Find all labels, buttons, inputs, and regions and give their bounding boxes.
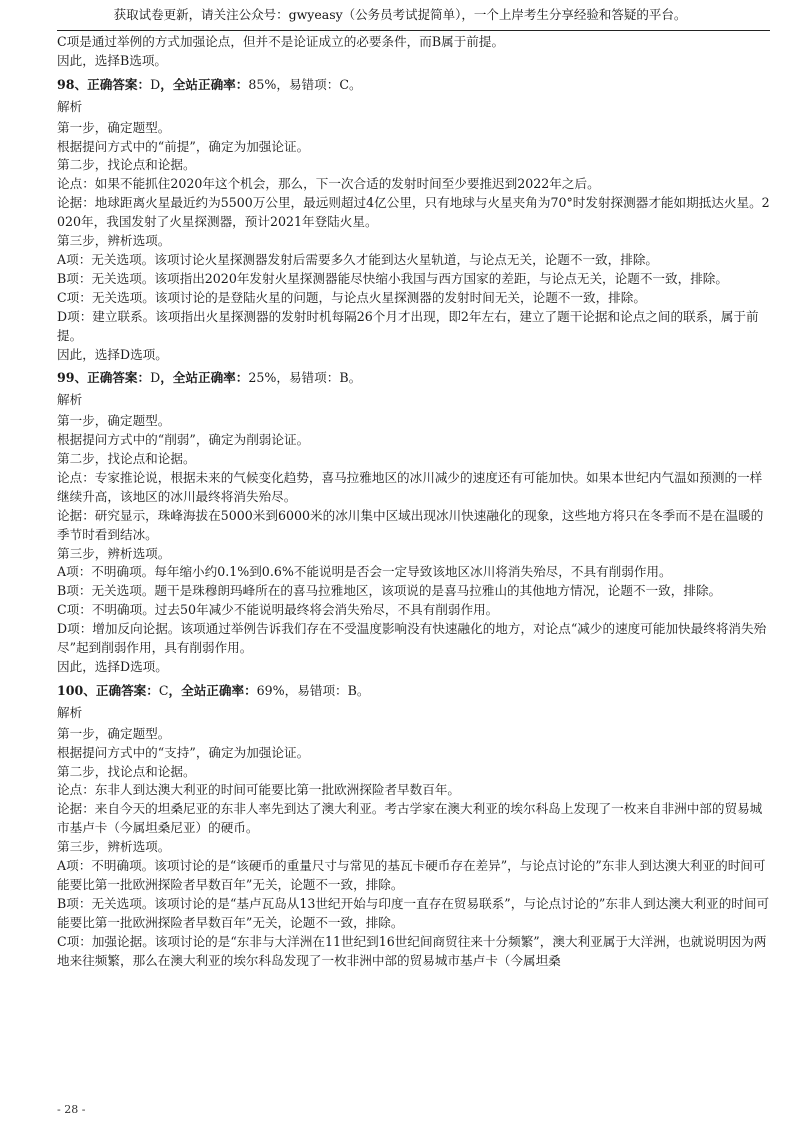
analysis-line: C项：无关选项。该项讨论的是登陆火星的问题，与论点火星探测器的发射时间无关，论题不一致，排除。 [57, 289, 646, 305]
intro-line: C项是通过举例的方式加强论点，但并不是论证成立的必要条件，而B属于前提。 [57, 34, 505, 49]
analysis-line: 因此，选择D选项。 [57, 659, 168, 674]
wrong-option: ，易错项：C。 [276, 76, 362, 92]
answer-label: 100、正确答案： [57, 682, 159, 698]
analysis-line: 第三步，辨析选项。 [57, 233, 171, 249]
answer-label: 99、正确答案： [57, 370, 151, 386]
analysis-line: 第二步，找论点和论据。 [57, 451, 196, 467]
analysis-line: 第一步，确定题型。 [57, 119, 171, 135]
analysis-line: 根据提问方式中的“支持”，确定为加强论证。 [57, 744, 310, 760]
analysis-line: 论据：研究显示，珠峰海拔在5000米到6000米的冰川集中区域出现冰川快速融化的现象，这些地方将只在冬季而不是在温暖的季节时看到结冰。 [57, 507, 764, 542]
rate-label: ，全站正确率： [160, 370, 249, 386]
analysis-line: C项：不明确项。过去50年减少不能说明最终将会消失殆尽，不具有削弱作用。 [57, 602, 499, 618]
analysis-line: D项：建立联系。该项指出火星探测器的发射时机每隔26个月才出现，即2年左右，建立了题干论据和论点之间的联系，属于前提。 [57, 308, 759, 343]
analysis-line: 因此，选择D选项。 [57, 346, 168, 362]
analysis-line: 第一步，确定题型。 [57, 725, 171, 741]
question-98-header [57, 76, 770, 95]
rate-value: 69% [256, 682, 285, 698]
question-99-header [57, 369, 770, 388]
analysis-line: 论点：如果不能抓住2020年这个机会，那么，下一次合适的发射时间至少要推迟到2022年之后。 [57, 176, 600, 192]
analysis-line: 论据：地球距离火星最近约为5500万公里，最远则超过4亿公里，只有地球与火星夹角为70°时发射探测器才能如期抵达火星。2020年，我国发射了火星探测器，预计2021年登陆火星。 [57, 195, 770, 230]
analysis-label: 解析 [57, 98, 83, 114]
analysis-line: A项：无关选项。该项讨论火星探测器发射后需要多久才能到达火星轨道，与论点无关，论题不一致，排除。 [57, 251, 659, 267]
page-number: - 28 - [57, 1103, 86, 1116]
analysis-label: 解析 [57, 392, 83, 408]
analysis-line: 第三步，辨析选项。 [57, 545, 171, 561]
rate-label: ，全站正确率： [160, 76, 249, 92]
analysis-line: A项：不明确项。每年缩小约0.1%到0.6%不能说明是否会一定导致该地区冰川将消失殆尽，不具有削弱作用。 [57, 564, 672, 580]
wrong-option: ，易错项：B。 [276, 370, 362, 386]
question-100-header [57, 682, 770, 701]
analysis-line: 论点：东非人到达澳大利亚的时间可能要比第一批欧洲探险者早数百年。 [57, 782, 460, 798]
analysis-line: 根据提问方式中的“前提”，确定为加强论证。 [57, 138, 310, 154]
analysis-line: B项：无关选项。题干是珠穆朗玛峰所在的喜马拉雅地区，该项说的是喜马拉雅山的其他地方情况，论题不一致，排除。 [57, 583, 722, 599]
analysis-line: 第一步，确定题型。 [57, 413, 171, 429]
analysis-line: 论据：来自今天的坦桑尼亚的东非人率先到达了澳大利亚。考古学家在澳大利亚的埃尔科岛上发现了一枚来自非洲中部的贸易城市基卢卡（今属坦桑尼亚）的硬币。 [57, 801, 763, 836]
analysis-line: C项：加强论据。该项讨论的是“东非与大洋洲在11世纪到16世纪间商贸往来十分频繁”，澳大利亚属于大洋洲，也就说明因为两地来往频繁，那么在澳大利亚的埃尔科岛发现了一枚非洲中部的贸易城市基卢卡（今属坦桑 [57, 933, 767, 968]
analysis-line: 根据提问方式中的“削弱”，确定为削弱论证。 [57, 432, 310, 448]
answer-label: 98、正确答案： [57, 76, 151, 92]
answer-value: D [150, 370, 161, 386]
analysis-line: A项：不明确项。该项讨论的是“该硬币的重量尺寸与常见的基瓦卡硬币存在差异”，与论点讨论的”东非人到达澳大利亚的时间可能要比第一批欧洲探险者早数百年”无关，论题不一致，排除。 [57, 858, 766, 892]
answer-value: D [150, 76, 161, 92]
analysis-line: B项：无关选项。该项讨论的是“基卢瓦岛从13世纪开始与印度一直存在贸易联系”，与论点讨论的”东非人到达澳大利亚的时间可能要比第一批欧洲探险者早数百年”无关，论题不一致，排除。 [57, 895, 770, 930]
analysis-line: D项：增加反向论据。该项通过举例告诉我们存在不受温度影响没有快速融化的地方，对论点“减少的速度可能加快最终将消失殆尽”起到削弱作用，具有削弱作用。 [57, 621, 767, 656]
intro-line: 因此，选择B选项。 [57, 52, 168, 68]
analysis-line: 第三步，辨析选项。 [57, 839, 171, 855]
wrong-option: ，易错项：B。 [284, 682, 370, 698]
rate-value: 25% [248, 370, 277, 386]
analysis-label: 解析 [57, 704, 83, 720]
analysis-line: 第二步，找论点和论据。 [57, 157, 196, 173]
rate-value: 85% [248, 76, 277, 92]
analysis-line: 第二步，找论点和论据。 [57, 763, 196, 779]
document-body [57, 33, 770, 971]
rate-label: ，全站正确率： [168, 682, 257, 698]
analysis-line: B项：无关选项。该项指出2020年发射火星探测器能尽快缩小我国与西方国家的差距，与论点无关，论题不一致，排除。 [57, 270, 728, 286]
analysis-line: 论点：专家推论说，根据未来的气候变化趋势，喜马拉雅地区的冰川减少的速度还有可能加快。如果本世纪内气温如预测的一样继续升高，该地区的冰川最终将消失殆尽。 [57, 469, 763, 504]
header-divider [57, 30, 770, 31]
answer-value: C [158, 682, 169, 698]
page-header: 获取试卷更新，请关注公众号：gwyeasy（公务员考试捉简单），一个上岸考生分享经验和答疑的平台。 [113, 7, 687, 22]
